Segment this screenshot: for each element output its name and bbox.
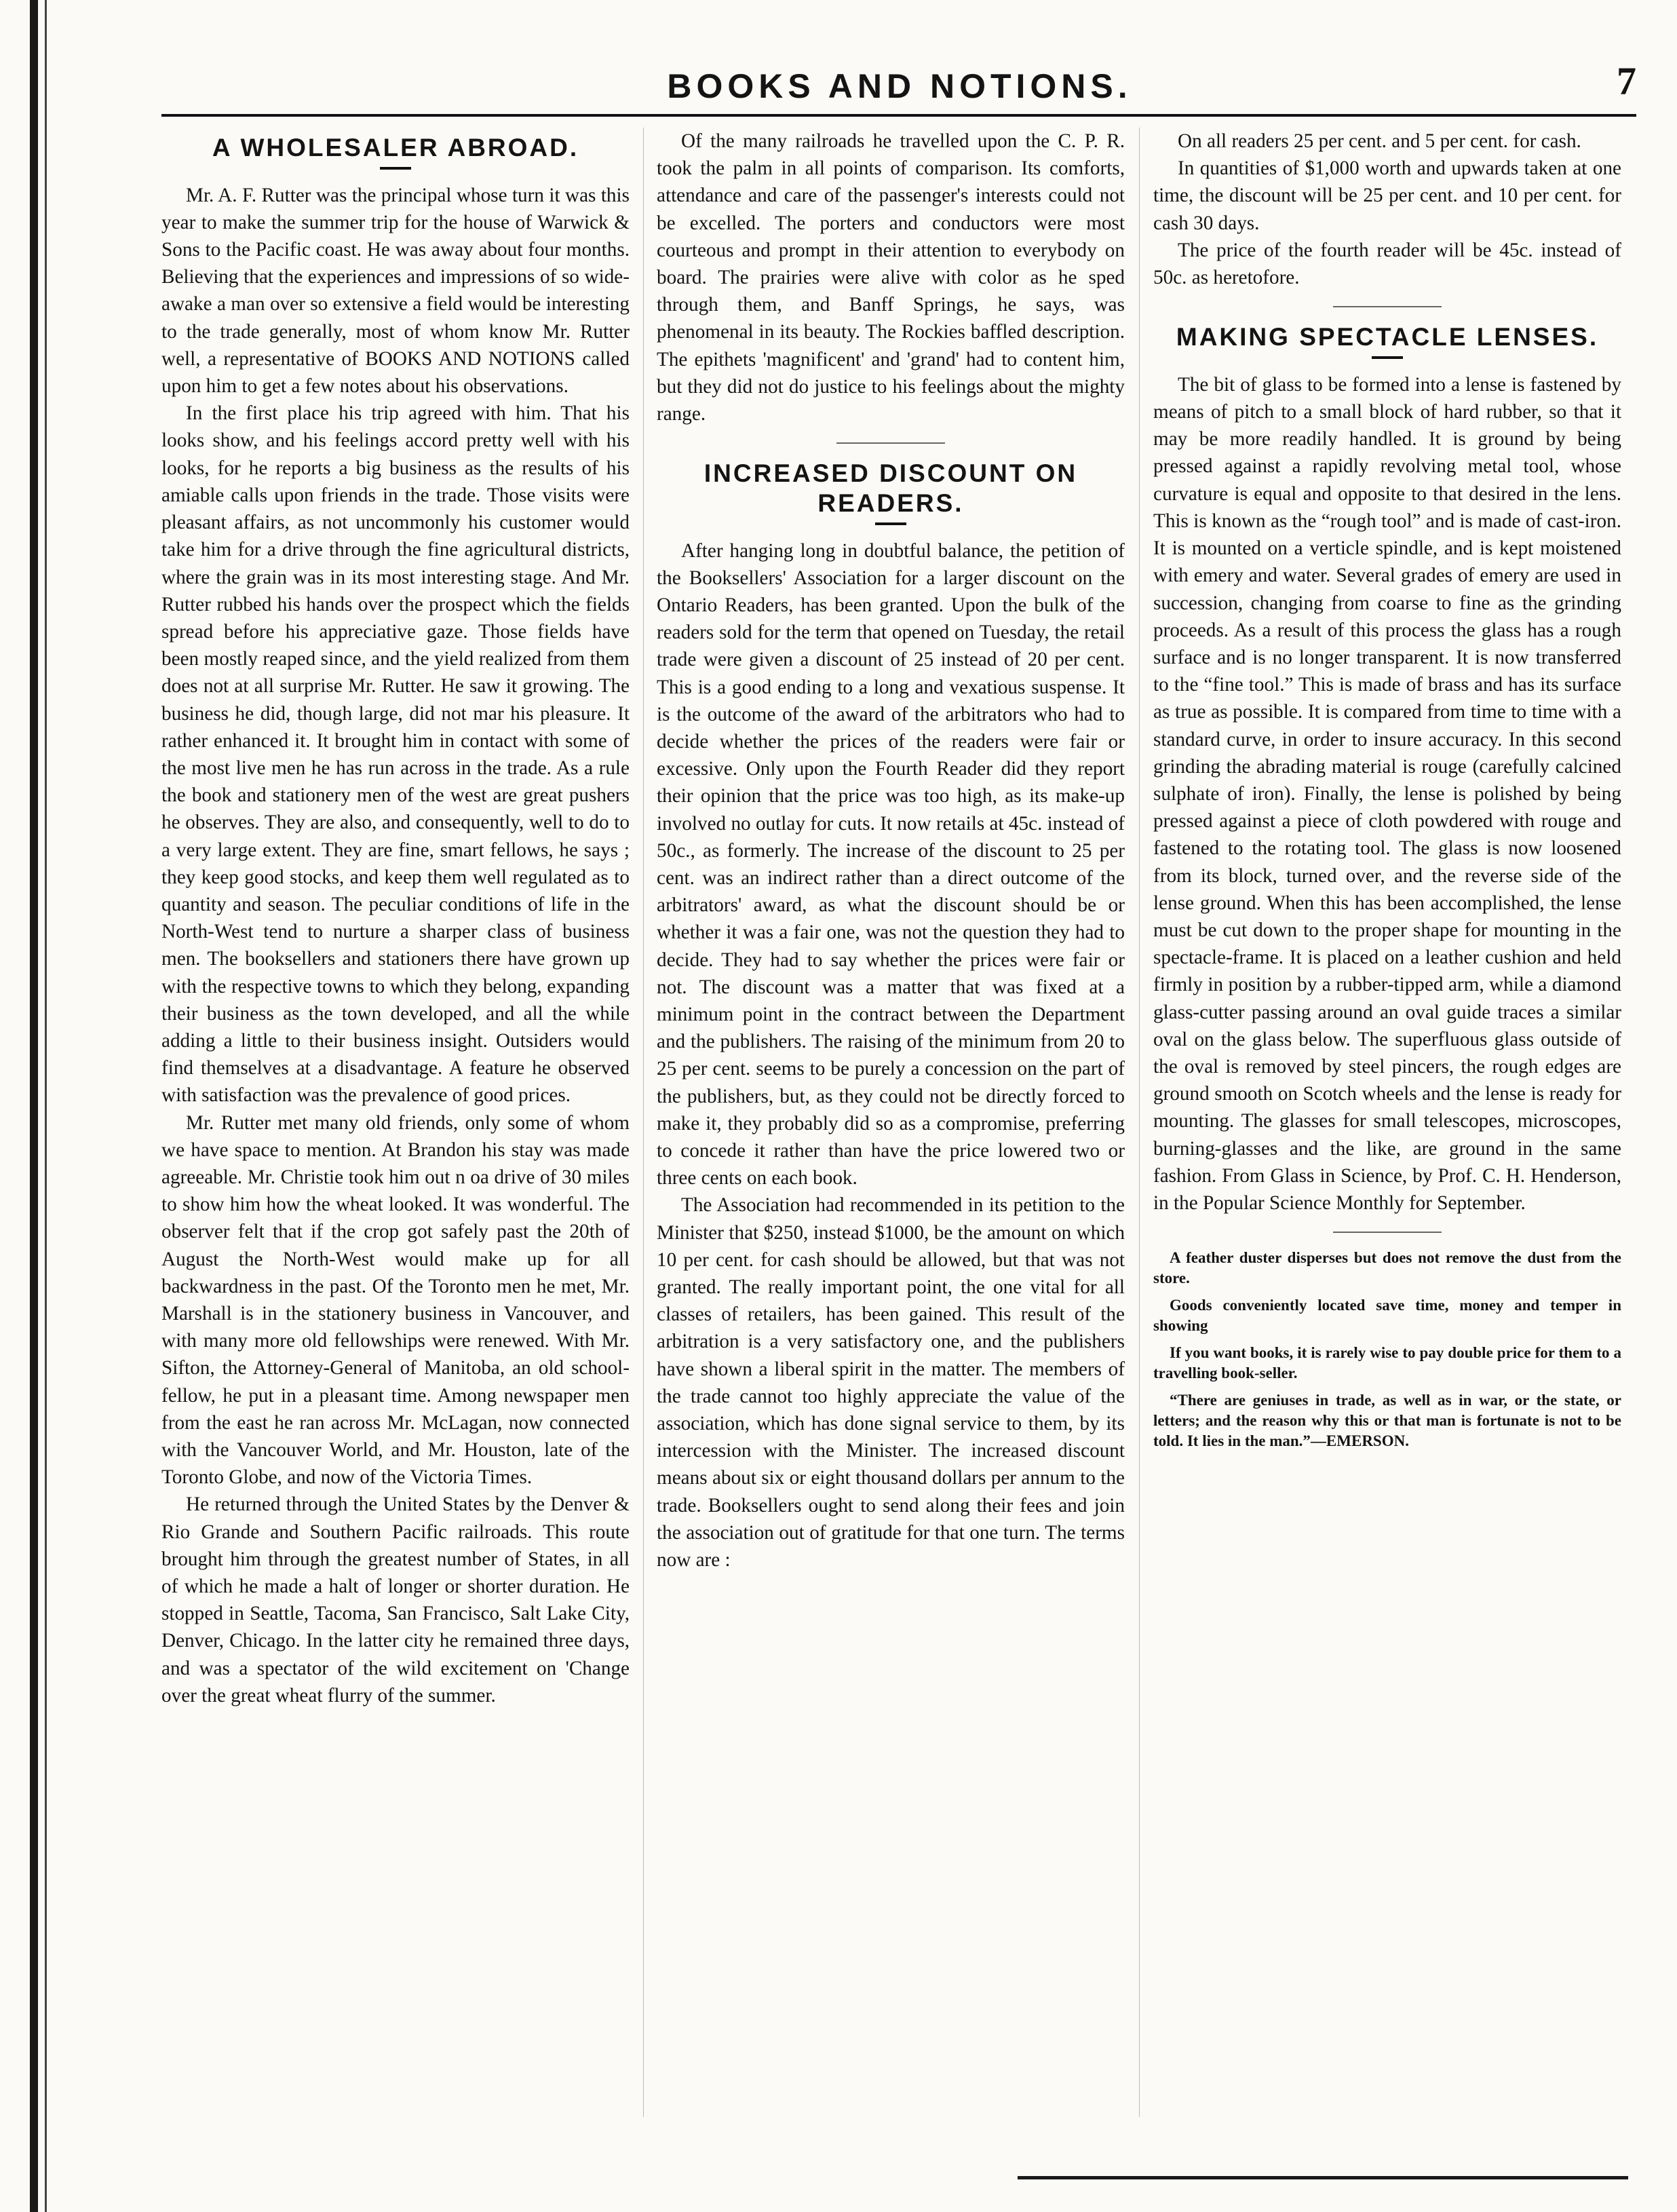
headline-dash [875, 522, 906, 525]
article-headline-lenses: MAKING SPECTACLE LENSES. [1176, 323, 1599, 351]
article-separator [1333, 1232, 1442, 1233]
page-header [163, 59, 1636, 107]
article-headline-discount: INCREASED DISCOUNT ON READERS. [703, 459, 1078, 517]
column-middle [657, 128, 1125, 2185]
article-paragraph: The price of the fourth reader will be 45c. instead of 50c. as heretofore. [1153, 239, 1621, 289]
binding-edge [30, 0, 38, 2212]
filler-note: Goods conveniently located save time, money and temper in showing [1153, 1297, 1621, 1335]
binding-edge-inner [45, 0, 47, 2212]
header-rule [161, 114, 1636, 117]
article-paragraph: The Association had recommended in its petition to the Minister that $250, instead $1000, be the amount on which 10 per cent. for cash should be allowed, but that was not granted. The really important point, the one vital for all classes of retailers, has been gained. This result of the arbitration is a very satisfactory one, and the publishers have shown a liberal spirit in the matter. The members of the trade cannot too highly appreciate the value of the association, which has done signal service to them, by its intercession with the Minister. The increased discount means about six or eight thousand dollars per annum to the trade. Booksellers ought to send along their fees and join the association out of gratitude for that one turn. The terms now are : [657, 1194, 1125, 1571]
article-separator [1333, 306, 1442, 307]
article-paragraph: The bit of glass to be formed into a lense is fastened by means of pitch to a small block of hard rubber, so that it may be more readily handled. It is ground by being pressed against a rapidly revolving metal tool, whose curvature is equal and opposite to that desired in the lens. This is known as the “rough tool” and is made of cast-iron. It is mounted on a verticle spindle, and is kept moistened with emery and water. Several grades of emery are used in succession, changing from coarse to fine as the grinding proceeds. As a result of this process the glass has a rough surface and is no longer transparent. It is now transferred to the “fine tool.” This is made of brass and has its surface as true as possible. It is compared from time to time with a standard curve, in order to insure accuracy. In this second grinding the abrading material is rouge (carefully calcined sulphate of iron). Finally, the lense is polished by being pressed against a piece of cloth powdered with rouge and fastened to the rotating tool. The glass is now loosened from its block, turned over, and the reverse side of the lense ground. When this has been accomplished, the lense must be cut down to the proper shape for mounting in the spectacle-frame. It is placed on a leather cushion and held firmly in position by a rubber-tipped arm, while a diamond glass-cutter passing around an oval guide traces a similar oval on the glass below. The superfluous glass outside of the oval is removed by steel pincers, the rough edges are ground smooth on Scotch wheels and the lense is ready for mounting. The glasses for small telescopes, microscopes, burning-glasses and the like, are ground in the same fashion. From Glass in Science, by Prof. C. H. Henderson, in the Popular Science Monthly for September. [1153, 373, 1621, 1214]
article-paragraph: In the first place his trip agreed with him. That his looks show, and his feelings accord pretty well with his looks, for he reports a big business as the results of his amiable calls upon friends in the trade. Those visits were pleasant affairs, as not uncommonly his customer would take him for a drive through the fine agricultural districts, where the grain was in its most interesting stage. And Mr. Rutter rubbed his hands over the prospect which the fields spread before his appreciative gaze. Those fields have been mostly reaped since, and the yield realized from them does not at all surprise Mr. Rutter. He saw it growing. The business he did, though large, did not mar his pleasure. It rather enhanced it. It brought him in contact with some of the most live men he has run across in the trade. As a rule the book and stationery men of the west are great pushers he observes. They are also, and consequently, well to do to a very large extent. They are fine, smart fellows, he says ; they keep good stocks, and keep them well regulated as to quantity and season. The peculiar conditions of life in the North-West tend to nurture a sharper class of business men. The booksellers and stationers there have grown up with the respective towns to which they belong, expanding their business as the town developed, and all the while adding a little to their business insight. Outsiders would find themselves at a disadvantage. A feature he observed with satisfaction was the prevalence of good prices. [161, 402, 630, 1107]
article-headline-wholesaler: A WHOLESALER ABROAD. [212, 134, 579, 161]
column-divider [643, 128, 644, 2117]
article-paragraph: On all readers 25 per cent. and 5 per cent. for cash. [1178, 130, 1581, 152]
filler-notes [1153, 1248, 1621, 1451]
column-right [1153, 128, 1621, 2185]
page-number: 7 [1617, 59, 1636, 103]
article-paragraph: Mr. Rutter met many old friends, only some of whom we have space to mention. At Brandon his stay was made agreeable. Mr. Christie took him out n oa drive of 30 miles to show him how the wheat looked. It was wonderful. The observer felt that if the crop got safely past the 20th of August the North-West would make up for all backwardness in the past. Of the Toronto men he met, Mr. Marshall is in the stationery business in Vancouver, and with many more old fellowships were renewed. With Mr. Sifton, the Attorney-General of Manitoba, an old school-fellow, he put in a pleasant time. Among newspaper men from the east he ran across Mr. McLagan, now connected with the Vancouver World, and Mr. Houston, late of the Toronto Globe, and now of the Victoria Times. [161, 1111, 630, 1489]
running-title: BOOKS AND NOTIONS. [667, 67, 1132, 105]
footer-rule [1018, 2176, 1628, 2179]
column-left [161, 128, 630, 2185]
filler-note: A feather duster disperses but does not remove the dust from the store. [1153, 1249, 1621, 1287]
filler-note: If you want books, it is rarely wise to pay double price for them to a travelling book-seller. [1153, 1344, 1621, 1382]
article-paragraph: He returned through the United States by the Denver & Rio Grande and Southern Pacific railroads. This route brought him through the greatest number of States, in all of which he made a halt of longer or shorter duration. He stopped in Seattle, Tacoma, San Francisco, Salt Lake City, Denver, Chicago. In the latter city he remained three days, and was a spectator of the wild excitement on 'Change over the great wheat flurry of the summer. [161, 1493, 630, 1706]
headline-dash [1372, 356, 1403, 359]
article-paragraph: After hanging long in doubtful balance, the petition of the Booksellers' Association for a larger discount on the Ontario Readers, has been granted. Upon the bulk of the readers sold for the term that opened on Tuesday, the retail trade were given a discount of 25 instead of 20 per cent. This is a good ending to a long and vexatious suspense. It is the outcome of the award of the arbitrators who had to decide whether the prices of the readers were fair or excessive. Only upon the Fourth Reader did they report their opinion that the price was too high, as its make-up involved no outlay for cuts. It now retails at 45c. instead of 50c., as formerly. The increase of the discount to 25 per cent. was an indirect rather than a direct outcome of the arbitrators' award, as what the discount should be or whether it was a fair one, was not the question they had to decide. They had to say whether the prices were fair or not. The discount was a matter that was fixed at a minimum point in the contract between the Department and the publishers. The raising of the minimum from 20 to 25 per cent. seems to be purely a concession on the part of the publishers, but, as they could not be directly forced to make it, they probably did so as a compromise, preferring to concede it rather than have the price lowered two or three cents on each book. [657, 539, 1125, 1189]
article-paragraph: Mr. A. F. Rutter was the principal whose turn it was this year to make the summer trip for the house of Warwick & Sons to the Pacific coast. He was away about four months. Believing that the experiences and impressions of so wide-awake a man over so extensive a field would be interesting to the trade generally, most of whom know Mr. Rutter well, a representative of BOOKS AND NOTIONS called upon him to get a few notes about his observations. [161, 184, 630, 398]
filler-note: “There are geniuses in trade, as well as in war, or the state, or letters; and the reason why this or that man is fortunate is not to be told. It lies in the man.”—EMERSON. [1153, 1392, 1621, 1450]
article-paragraph-continued: Of the many railroads he travelled upon the C. P. R. took the palm in all points of comparison. Its comforts, attendance and care of the passenger's interests could not be excelled. The porters and conductors were most courteous and prompt in their attention to everybody on board. The prairies were alive with color as he sped through them, and Banff Springs, he says, was phenomenal in its beauty. The Rockies baffled description. The epithets 'magnificent' and 'grand' had to content him, but they did not do justice to his feelings about the mighty range. [657, 130, 1125, 425]
article-separator [836, 442, 945, 444]
headline-dash [380, 167, 411, 170]
column-divider [1139, 128, 1140, 2117]
article-paragraph: In quantities of $1,000 worth and upwards taken at one time, the discount will be 25 per cent. and 10 per cent. for cash 30 days. [1153, 157, 1621, 234]
